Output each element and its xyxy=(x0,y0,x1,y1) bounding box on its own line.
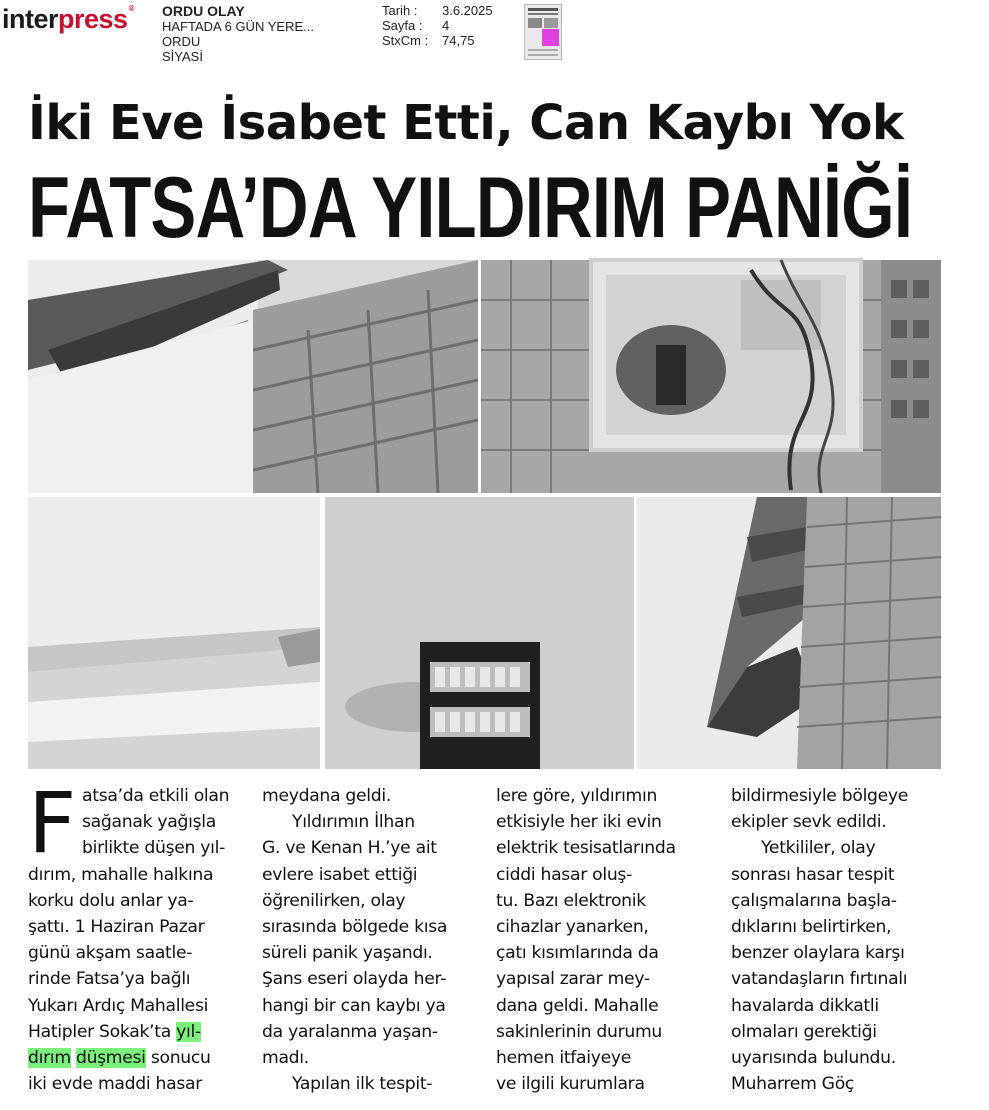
text-line: dıklarını belirtirken, xyxy=(731,917,892,938)
text-line: elektrik tesisatlarında xyxy=(496,838,676,859)
text-fragment: sonucu xyxy=(145,1048,211,1069)
text-line: Yetkililer, olay xyxy=(761,838,876,859)
text-line: hangi bir can kaybı ya xyxy=(262,995,446,1016)
photo-burnt-meter-box xyxy=(481,260,941,493)
photo-fuse-panel xyxy=(325,497,634,769)
highlighted-text: yıl- xyxy=(176,1021,201,1042)
text-line: korku dolu anlar ya- xyxy=(28,890,194,911)
text-line: Yıldırımın İlhan xyxy=(292,812,415,833)
clip-meta xyxy=(382,3,493,48)
text-line: öğrenilirken, olay xyxy=(262,890,406,911)
article-short-title: HAFTADA 6 GÜN YERE... xyxy=(162,19,314,34)
text-line: madı. xyxy=(262,1048,309,1069)
publication-name: ORDU OLAY xyxy=(162,3,245,19)
text-line: vatandaşların fırtınalı xyxy=(731,969,908,990)
text-line: lere göre, yıldırımın xyxy=(496,786,658,806)
text-line: birlikte düşen yıl- xyxy=(82,838,225,859)
drop-cap: F xyxy=(28,774,77,872)
text-line: dana geldi. Mahalle xyxy=(496,995,659,1016)
text-line: iki evde maddi hasar xyxy=(28,1074,202,1095)
text-line: Yapılan ilk tespit- xyxy=(292,1074,433,1095)
photo-damaged-roof-edge xyxy=(637,497,941,769)
text-line: günü akşam saatle- xyxy=(28,943,193,964)
article-kicker: İki Eve İsabet Etti, Can Kaybı Yok xyxy=(28,95,904,151)
registered-mark: ® xyxy=(128,4,134,13)
text-line: olmaları gerektiği xyxy=(731,1021,877,1042)
text-line: meydana geldi. xyxy=(262,786,392,806)
text-line: Yukarı Ardıç Mahallesi xyxy=(28,995,209,1016)
text-line: şattı. 1 Haziran Pazar xyxy=(28,917,205,938)
text-line: ciddi hasar oluş- xyxy=(496,864,632,885)
text-line: Şans eseri olayda her- xyxy=(262,969,447,990)
text-line: çatı kısımlarında da xyxy=(496,943,659,964)
size-value: 74,75 xyxy=(442,33,475,48)
interpress-logo xyxy=(2,4,134,35)
text-line: süreli panik yaşandı. xyxy=(262,943,433,964)
category-label: SİYASİ xyxy=(162,49,203,64)
text-line: çalışmalarına başla- xyxy=(731,890,897,911)
city-label: ORDU xyxy=(162,34,201,49)
author-byline: Muharrem Göç xyxy=(731,1074,855,1095)
text-line: ekipler sevk edildi. xyxy=(731,812,887,833)
highlighted-text: düşmesi xyxy=(75,1048,146,1069)
photo-burnt-eaves xyxy=(28,260,478,493)
text-line: G. ve Kenan H.’ye ait xyxy=(262,838,437,859)
text-line: da yaralanma yaşan- xyxy=(262,1021,438,1042)
logo-text-inter: inter xyxy=(2,4,59,34)
size-row xyxy=(382,33,493,48)
text-line: sonrası hasar tespit xyxy=(731,864,895,885)
highlighted-text: dırım xyxy=(28,1048,71,1069)
text-line: rinde Fatsa’ya bağlı xyxy=(28,969,191,990)
text-line: sakinlerinin durumu xyxy=(496,1021,663,1042)
article-column-1 xyxy=(28,774,256,1097)
page-row xyxy=(382,18,493,33)
text-line: evlere isabet ettiği xyxy=(262,864,418,885)
text-line: uyarısında bulundu. xyxy=(731,1048,896,1069)
article-column-4 xyxy=(731,783,959,1097)
photo-ceiling-damage xyxy=(28,497,320,769)
text-line: yapısal zarar mey- xyxy=(496,969,650,990)
text-line: sağanak yağışla xyxy=(82,812,216,833)
article-headline: FATSA’DA YILDIRIM PANİĞİ xyxy=(28,160,913,256)
logo-text-press: press xyxy=(58,4,128,34)
text-line: bildirmesiyle bölgeye xyxy=(731,786,909,806)
page-thumbnail[interactable] xyxy=(524,4,562,60)
text-line: ve ilgili kurumlara xyxy=(496,1074,645,1095)
text-line: etkisiyle her iki evin xyxy=(496,812,662,833)
page-value: 4 xyxy=(442,18,450,33)
text-line: cihazlar yanarken, xyxy=(496,917,649,938)
size-label: StxCm : xyxy=(382,33,429,48)
date-value: 3.6.2025 xyxy=(442,3,493,18)
text-line: tu. Bazı elektronik xyxy=(496,890,646,911)
page-label: Sayfa : xyxy=(382,18,423,33)
text-line: dırım, mahalle halkına xyxy=(28,864,214,885)
date-label: Tarih : xyxy=(382,3,418,18)
article-column-3 xyxy=(496,783,724,1097)
text-line: atsa’da etkili olan xyxy=(82,786,230,806)
text-line: sırasında bölgede kısa xyxy=(262,917,448,938)
date-row xyxy=(382,3,493,18)
text-line: hemen itfaiyeye xyxy=(496,1048,632,1069)
text-line: havalarda dikkatli xyxy=(731,995,879,1016)
text-line: benzer olaylara karşı xyxy=(731,943,905,964)
clip-info xyxy=(162,4,314,64)
article-column-2 xyxy=(262,783,490,1097)
text-fragment: Hatipler Sokak’ta xyxy=(28,1021,177,1042)
text-line xyxy=(28,1019,256,1045)
text-line xyxy=(28,1045,256,1071)
